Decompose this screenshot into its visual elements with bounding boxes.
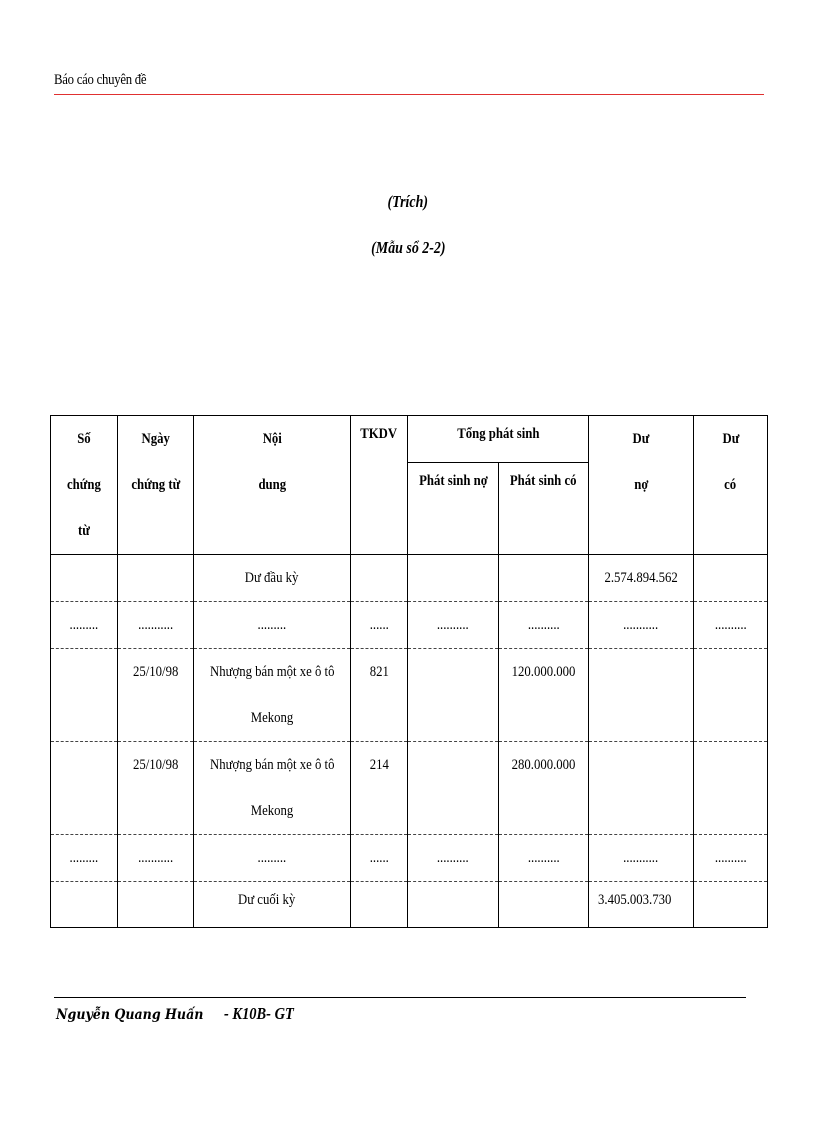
header-divider [54, 94, 764, 95]
footer-class: - K10B- GT [223, 1004, 294, 1023]
footer-signature [56, 1004, 306, 1024]
table-row: Dư đầu kỳ 2.574.894.562 [51, 555, 768, 602]
header-phat-sinh-co: Phát sinh có [499, 463, 589, 555]
header-phat-sinh-no: Phát sinh nợ [408, 463, 499, 555]
table-row: ......... ........... ......... ...... .......... .......... ........... .......... [51, 835, 768, 882]
header-tong-phat-sinh: Tổng phát sinh [408, 416, 589, 463]
table-row: ......... ........... ......... ...... .......... .......... ........... .......... [51, 602, 768, 649]
ledger-table [50, 415, 768, 928]
header-du-no: Dư nợ [589, 416, 694, 555]
footer-author: Nguyễn Quang Huấn [56, 1007, 204, 1023]
extract-label: (Trích) [387, 192, 429, 211]
table-row: Dư cuối kỳ 3.405.003.730 [51, 882, 768, 928]
header-du-co: Dư có [694, 416, 768, 555]
footer-divider [54, 997, 746, 998]
form-label: (Mẫu sổ 2-2) [370, 238, 446, 257]
table-row: 25/10/98 Nhượng bán một xe ô tô Mekong 214 280.000.000 [51, 742, 768, 835]
header-noi-dung: Nội dung [194, 416, 351, 555]
header-ngay-chung-tu: Ngày chứng từ [118, 416, 194, 555]
table-row: 25/10/98 Nhượng bán một xe ô tô Mekong 821 120.000.000 [51, 649, 768, 742]
header-so-chung-tu: Số chứng từ [51, 416, 118, 555]
report-header-title: Báo cáo chuyên đề [54, 72, 147, 88]
header-tkdv: TKDV [351, 416, 408, 555]
